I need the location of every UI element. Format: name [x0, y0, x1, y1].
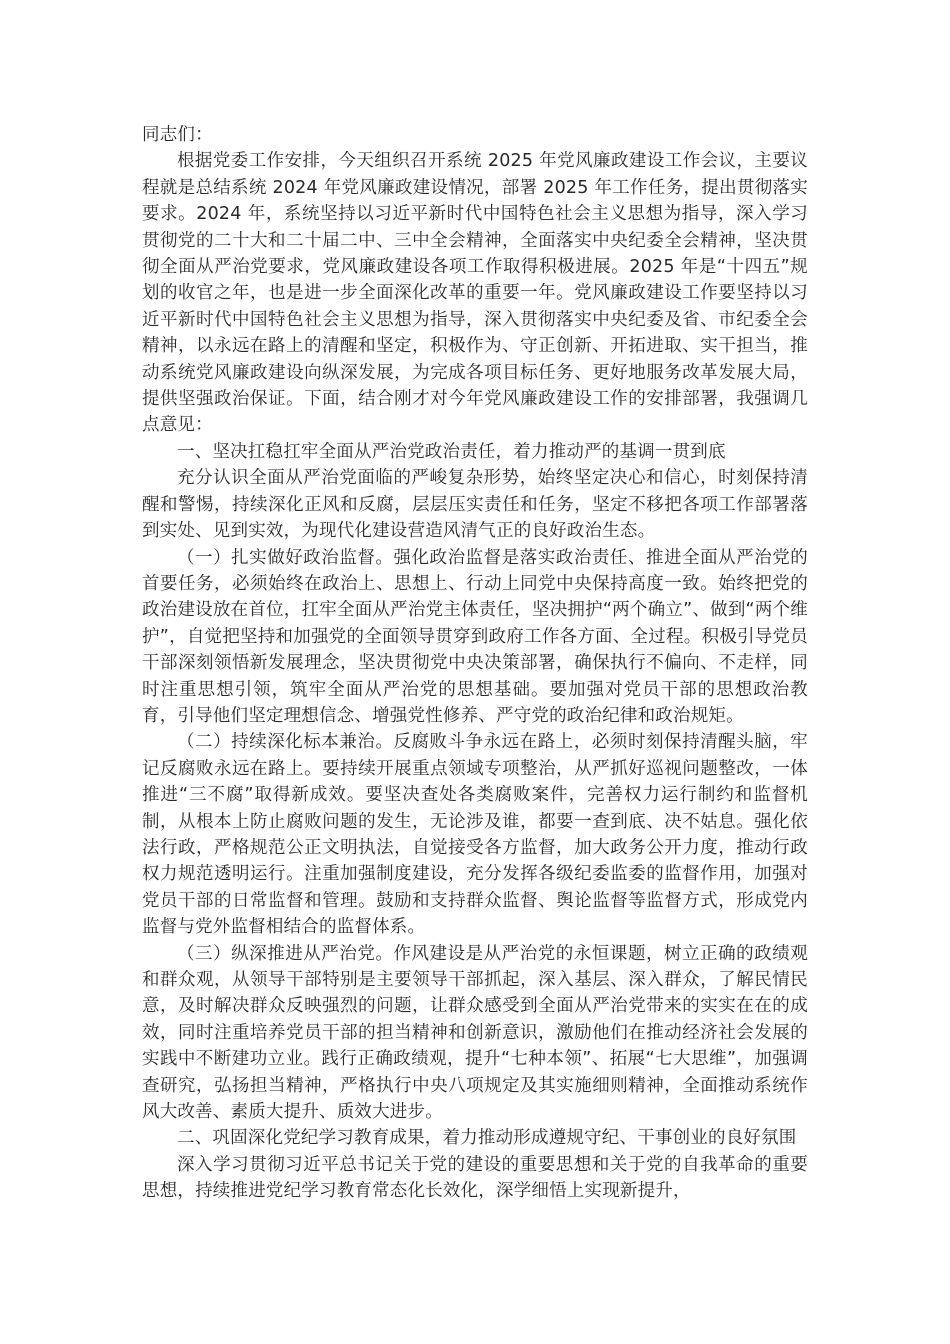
section-2-paragraph: 深入学习贯彻习近平总书记关于党的建设的重要思想和关于党的自我革命的重要思想，持续推进党纪学习教育常态化长效化，深学细悟上实现新提升， [142, 1154, 808, 1202]
subsection-1-3-paragraph: （三）纵深推进从严治党。作风建设是从严治党的永恒课题，树立正确的政绩观和群众观，从领导干部特别是主要领导干部抓起，深入基层、深入群众，了解民情民意，及时解决群众反映强烈的问题，让群众感受到全面从严治党带来的实实在在的成效，同时注重培养党员干部的担当精神和创新意识，激励他们在推动经济社会发展的实践中不断建功立业。践行正确政绩观，提升“七种本领”、拓展“七大思维”，加强调查研究，弘扬担当精神，严格执行中央八项规定及其实施细则精神，全面推动系统作风大改善、素质大提升、质效大进步。 [142, 943, 808, 1123]
section-heading-2: 二、巩固深化党纪学习教育成果，着力推动形成遵规守纪、干事创业的良好氛围 [177, 1128, 797, 1149]
salutation: 同志们： [142, 125, 213, 145]
section-1-paragraph: 充分认识全面从严治党面临的严峻复杂形势，始终坚定决心和信心，时刻保持清醒和警惕，持续深化正风和反腐，层层压实责任和任务，坚定不移把各项工作部署落到实处、见到实效，为现代化建设营造风清气正的良好政治生态。 [142, 468, 808, 542]
subsection-1-1-paragraph: （一）扎实做好政治监督。强化政治监督是落实政治责任、推进全面从严治党的首要任务，必须始终在政治上、思想上、行动上同党中央保持高度一致。始终把党的政治建设放在首位，扛牢全面从严治党主体责任，坚决拥护“两个确立”、做到“两个维护”，自觉把坚持和加强党的全面领导贯穿到政府工作各方面、全过程。积极引导党员干部深刻领悟新发展理念，坚决贯彻党中央决策部署，确保执行不偏向、不走样，同时注重思想引领，筑牢全面从严治党的思想基础。要加强对党员干部的思想政治教育，引导他们坚定理想信念、增强党性修养、严守党的政治纪律和政治规矩。 [142, 547, 808, 726]
document-body [142, 122, 808, 1205]
intro-paragraph: 根据党委工作安排，今天组织召开系统 2025 年党风廉政建设工作会议，主要议程就是总结系统 2024 年党风廉政建设情况，部署 2025 年工作任务，提出贯彻落实要求。2024 年，系统坚持以习近平新时代中国特色社会主义思想为指导，深入学习贯彻党的二十大和二十届二中、三中全会精神，全面落实中央纪委全会精神，坚决贯彻全面从严治党要求，党风廉政建设各项工作取得积极进展。2025 年是“十四五”规划的收官之年，也是进一步全面深化改革的重要一年。党风廉政建设工作要坚持以习近平新时代中国特色社会主义思想为指导，深入贯彻落实中央纪委及省、市纪委全会精神，以永远在路上的清醒和坚定，积极作为、守正创新、开拓进取、实干担当，推动系统党风廉政建设向纵深发展，为完成各项目标任务、更好地服务改革发展大局，提供坚强政治保证。下面，结合刚才对今年党风廉政建设工作的安排部署，我强调几点意见： [142, 151, 808, 436]
section-heading-1: 一、坚决扛稳扛牢全面从严治党政治责任，着力推动严的基调一贯到底 [177, 441, 726, 462]
subsection-1-2-paragraph: （二）持续深化标本兼治。反腐败斗争永远在路上，必须时刻保持清醒头脑，牢记反腐败永远在路上。要持续开展重点领域专项整治，从严抓好巡视问题整改，一体推进“三不腐”取得新成效。要坚决查处各类腐败案件，完善权力运行制约和监督机制，从根本上防止腐败问题的发生，无论涉及谁，都要一查到底、决不姑息。强化依法行政，严格规范公正文明执法，自觉接受各方监督，加大政务公开力度，推动行政权力规范透明运行。注重加强制度建设，充分发挥各级纪委监委的监督作用，加强对党员干部的日常监督和管理。鼓励和支持群众监督、舆论监督等监督方式，形成党内监督与党外监督相结合的监督体系。 [142, 732, 808, 938]
